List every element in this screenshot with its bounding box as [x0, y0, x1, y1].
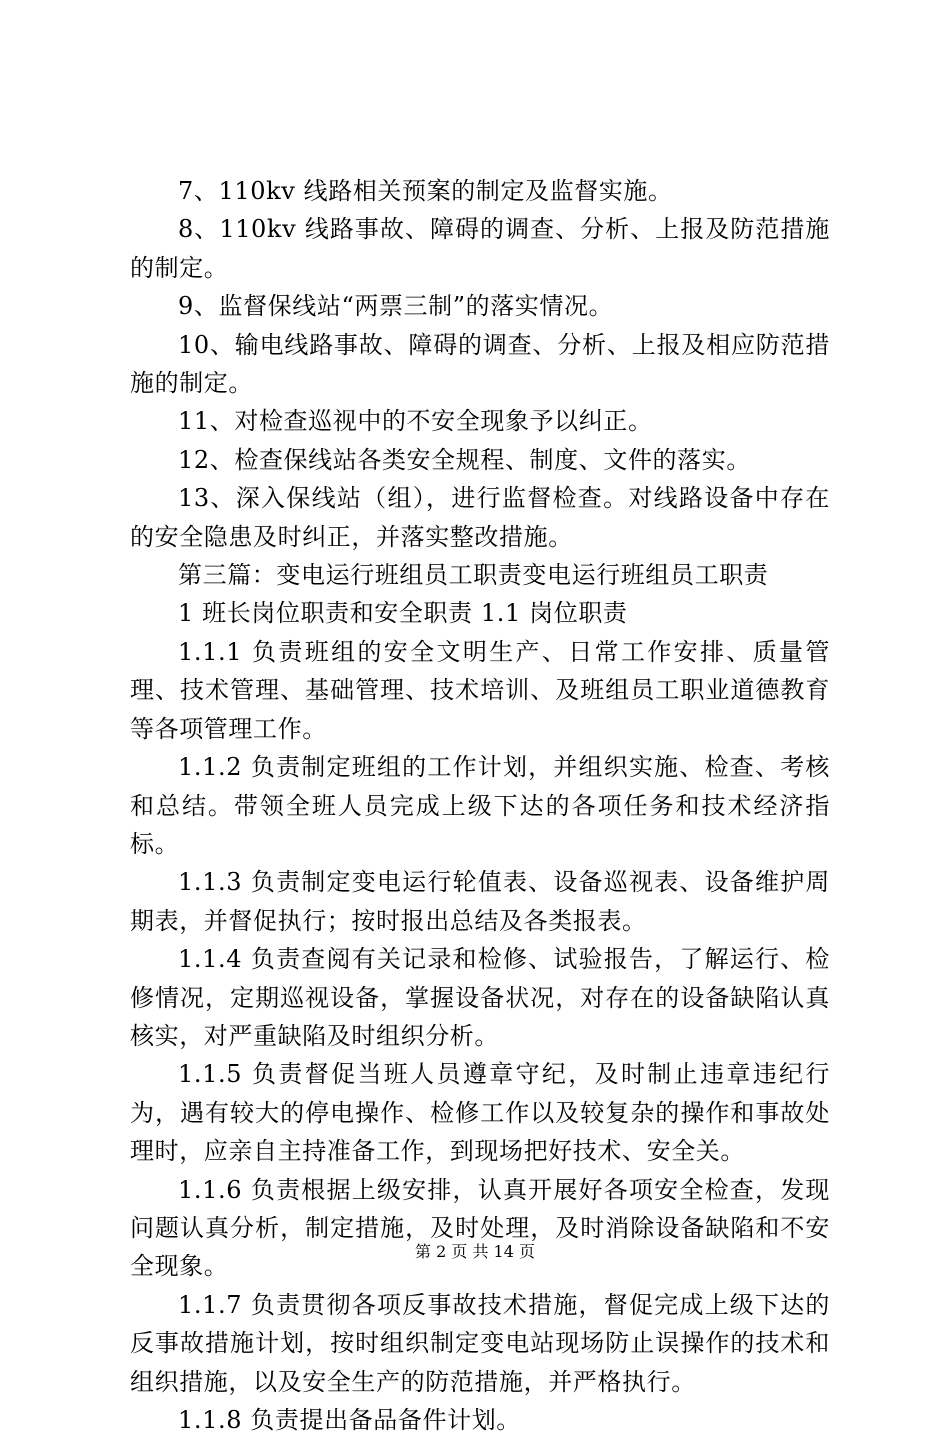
paragraph-9: 9、监督保线站“两票三制”的落实情况。 [178, 292, 614, 321]
paragraph-8: 8、110kv 线路事故、障碍的调查、分析、上报及防范措施的制定。 [130, 215, 830, 282]
paragraph-11: 11、对检查巡视中的不安全现象予以纠正。 [178, 407, 653, 436]
clause-1-1-2: 1.1.2 负责制定班组的工作计划，并组织实施、检查、考核和总结。带领全班人员完成上级下达的各项任务和技术经济指标。 [130, 753, 830, 858]
subsection-heading: 1 班长岗位职责和安全职责 1.1 岗位职责 [178, 599, 628, 628]
paragraph-10: 10、输电线路事故、障碍的调查、分析、上报及相应防范措施的制定。 [130, 330, 830, 398]
clause-1-1-4: 1.1.4 负责查阅有关记录和检修、试验报告，了解运行、检修情况，定期巡视设备，掌握设备状况，对存在的设备缺陷认真核实，对严重缺陷及时组织分析。 [130, 945, 830, 1050]
paragraph-12: 12、检查保线站各类安全规程、制度、文件的落实。 [178, 445, 751, 474]
paragraph-7: 7、110kv 线路相关预案的制定及监督实施。 [178, 177, 673, 205]
clause-1-1-1: 1.1.1 负责班组的安全文明生产、日常工作安排、质量管理、技术管理、基础管理、技术培训、及班组员工职业道德教育等各项管理工作。 [130, 637, 830, 743]
clause-1-1-3: 1.1.3 负责制定变电运行轮值表、设备巡视表、设备维护周期表，并督促执行；按时报出总结及各类报表。 [130, 868, 830, 935]
paragraph-13: 13、深入保线站（组），进行监督检查。对线路设备中存在的安全隐患及时纠正，并落实整改措施。 [130, 484, 830, 551]
page-number-footer: 第 2 页 共 14 页 [415, 1242, 535, 1261]
clause-1-1-8: 1.1.8 负责提出备品备件计划。 [178, 1406, 521, 1434]
clause-1-1-5: 1.1.5 负责督促当班人员遵章守纪，及时制止违章违纪行为，遇有较大的停电操作、检修工作以及较复杂的操作和事故处理时，应亲自主持准备工作，到现场把好技术、安全关。 [130, 1060, 830, 1166]
clause-1-1-6: 1.1.6 负责根据上级安排，认真开展好各项安全检查，发现问题认真分析，制定措施，及时处理，及时消除设备缺陷和不安全现象。 [130, 1175, 830, 1281]
clause-1-1-7: 1.1.7 负责贯彻各项反事故技术措施，督促完成上级下达的反事故措施计划，按时组织制定变电站现场防止误操作的技术和组织措施，以及安全生产的防范措施，并严格执行。 [130, 1290, 830, 1396]
section-heading: 第三篇：变电运行班组员工职责变电运行班组员工职责 [178, 561, 769, 590]
